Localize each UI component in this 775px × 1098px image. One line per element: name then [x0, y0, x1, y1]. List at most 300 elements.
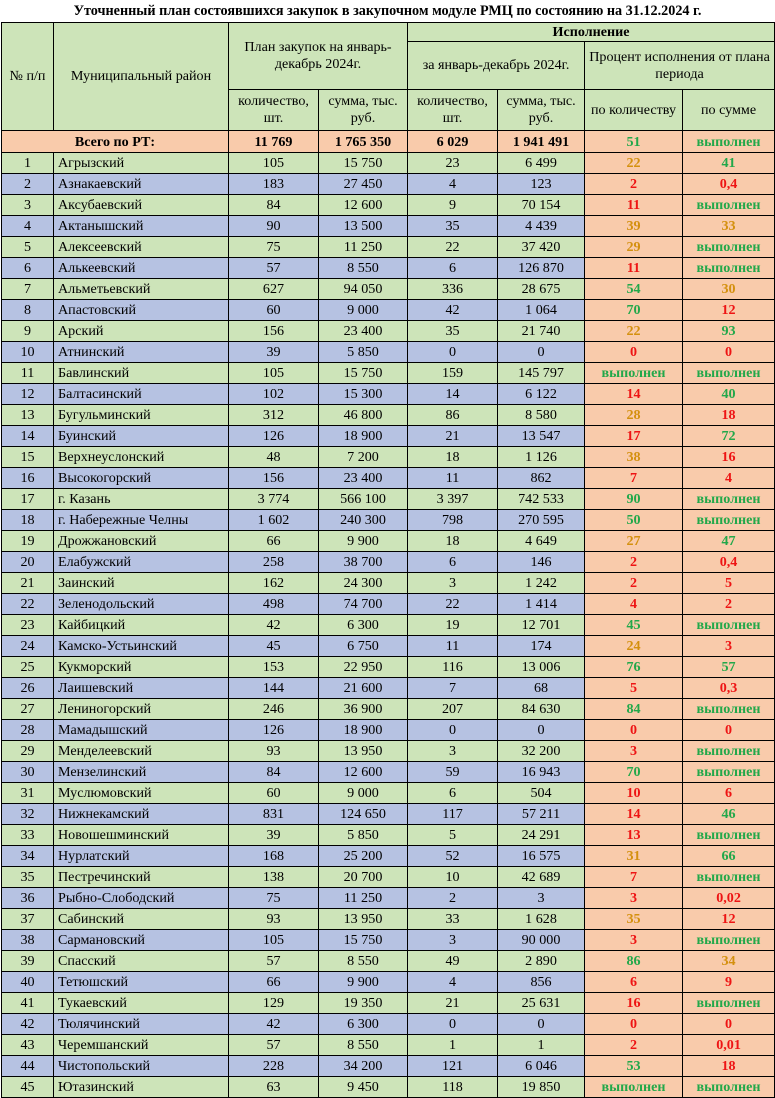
exec-qty: 11 — [408, 468, 498, 489]
district-name: Бавлинский — [54, 363, 229, 384]
pct-sum: выполнен — [683, 762, 775, 783]
pct-sum: выполнен — [683, 825, 775, 846]
plan-sum: 46 800 — [319, 405, 408, 426]
exec-qty: 42 — [408, 300, 498, 321]
district-name: Кайбицкий — [54, 615, 229, 636]
table-row — [2, 825, 775, 846]
exec-qty: 4 — [408, 174, 498, 195]
plan-qty: 156 — [229, 468, 319, 489]
plan-qty: 66 — [229, 972, 319, 993]
row-num: 20 — [2, 552, 54, 573]
district-name: Нижнекамский — [54, 804, 229, 825]
row-num: 6 — [2, 258, 54, 279]
exec-sum: 68 — [498, 678, 585, 699]
row-num: 4 — [2, 216, 54, 237]
district-name: Пестречинский — [54, 867, 229, 888]
district-name: Альметьевский — [54, 279, 229, 300]
exec-qty: 121 — [408, 1056, 498, 1077]
district-name: Мамадышский — [54, 720, 229, 741]
row-num: 11 — [2, 363, 54, 384]
pct-qty: 17 — [585, 426, 683, 447]
row-num: 45 — [2, 1077, 54, 1098]
pct-sum: 3 — [683, 636, 775, 657]
district-name: Мензелинский — [54, 762, 229, 783]
row-num: 39 — [2, 951, 54, 972]
pct-qty: 3 — [585, 741, 683, 762]
pct-qty: 2 — [585, 174, 683, 195]
district-name: Буинский — [54, 426, 229, 447]
exec-sum: 504 — [498, 783, 585, 804]
plan-sum: 94 050 — [319, 279, 408, 300]
pct-qty: 27 — [585, 531, 683, 552]
district-name: Высокогорский — [54, 468, 229, 489]
plan-sum: 21 600 — [319, 678, 408, 699]
total-exec-sum: 1 941 491 — [498, 131, 585, 153]
pct-sum: выполнен — [683, 867, 775, 888]
table-row — [2, 699, 775, 720]
pct-sum: 72 — [683, 426, 775, 447]
pct-qty: 29 — [585, 237, 683, 258]
exec-qty: 18 — [408, 531, 498, 552]
row-num: 5 — [2, 237, 54, 258]
plan-qty: 144 — [229, 678, 319, 699]
exec-sum: 0 — [498, 342, 585, 363]
table-row — [2, 510, 775, 531]
exec-qty: 7 — [408, 678, 498, 699]
district-name: Актанышский — [54, 216, 229, 237]
pct-sum: 34 — [683, 951, 775, 972]
plan-sum: 19 350 — [319, 993, 408, 1014]
pct-qty: 13 — [585, 825, 683, 846]
pct-sum: выполнен — [683, 741, 775, 762]
exec-qty: 3 — [408, 930, 498, 951]
pct-sum: 5 — [683, 573, 775, 594]
exec-qty: 35 — [408, 321, 498, 342]
plan-sum: 12 600 — [319, 762, 408, 783]
exec-sum: 16 943 — [498, 762, 585, 783]
plan-qty: 39 — [229, 825, 319, 846]
exec-qty: 52 — [408, 846, 498, 867]
district-name: Апастовский — [54, 300, 229, 321]
plan-qty: 312 — [229, 405, 319, 426]
pct-qty: выполнен — [585, 1077, 683, 1098]
plan-qty: 183 — [229, 174, 319, 195]
plan-sum: 15 750 — [319, 153, 408, 174]
table-row — [2, 888, 775, 909]
row-num: 35 — [2, 867, 54, 888]
table-row — [2, 657, 775, 678]
plan-sum: 7 200 — [319, 447, 408, 468]
pct-qty: 3 — [585, 930, 683, 951]
table-row — [2, 951, 775, 972]
plan-qty: 627 — [229, 279, 319, 300]
row-num: 10 — [2, 342, 54, 363]
district-name: Тукаевский — [54, 993, 229, 1014]
plan-sum: 6 300 — [319, 1014, 408, 1035]
district-name: Арский — [54, 321, 229, 342]
row-num: 8 — [2, 300, 54, 321]
exec-qty: 0 — [408, 342, 498, 363]
row-num: 38 — [2, 930, 54, 951]
header-plan-qty: количество, шт. — [229, 90, 319, 131]
plan-qty: 105 — [229, 930, 319, 951]
plan-qty: 42 — [229, 1014, 319, 1035]
pct-qty: 76 — [585, 657, 683, 678]
plan-qty: 84 — [229, 195, 319, 216]
row-num: 18 — [2, 510, 54, 531]
total-label: Всего по РТ: — [2, 131, 229, 153]
pct-sum: выполнен — [683, 237, 775, 258]
header-num: № п/п — [2, 23, 54, 131]
row-num: 12 — [2, 384, 54, 405]
district-name: Елабужский — [54, 552, 229, 573]
plan-qty: 129 — [229, 993, 319, 1014]
row-num: 16 — [2, 468, 54, 489]
pct-qty: 5 — [585, 678, 683, 699]
pct-sum: 0 — [683, 342, 775, 363]
header-plan: План закупок на январь-декабрь 2024г. — [229, 23, 408, 90]
exec-qty: 23 — [408, 153, 498, 174]
exec-sum: 4 649 — [498, 531, 585, 552]
row-num: 30 — [2, 762, 54, 783]
district-name: Верхнеуслонский — [54, 447, 229, 468]
plan-sum: 15 750 — [319, 363, 408, 384]
row-num: 13 — [2, 405, 54, 426]
exec-qty: 3 397 — [408, 489, 498, 510]
plan-sum: 9 900 — [319, 531, 408, 552]
plan-sum: 5 850 — [319, 825, 408, 846]
plan-sum: 23 400 — [319, 321, 408, 342]
pct-qty: 31 — [585, 846, 683, 867]
row-num: 32 — [2, 804, 54, 825]
row-num: 42 — [2, 1014, 54, 1035]
row-num: 3 — [2, 195, 54, 216]
pct-sum: 18 — [683, 405, 775, 426]
plan-sum: 9 900 — [319, 972, 408, 993]
plan-sum: 9 000 — [319, 783, 408, 804]
plan-sum: 15 750 — [319, 930, 408, 951]
exec-qty: 18 — [408, 447, 498, 468]
district-name: Сабинский — [54, 909, 229, 930]
plan-sum: 11 250 — [319, 237, 408, 258]
plan-qty: 105 — [229, 363, 319, 384]
pct-qty: 39 — [585, 216, 683, 237]
pct-sum: 12 — [683, 300, 775, 321]
plan-sum: 8 550 — [319, 951, 408, 972]
pct-qty: 11 — [585, 195, 683, 216]
pct-qty: 45 — [585, 615, 683, 636]
pct-sum: 66 — [683, 846, 775, 867]
exec-sum: 13 547 — [498, 426, 585, 447]
district-name: Камско-Устьинский — [54, 636, 229, 657]
pct-sum: 0,4 — [683, 552, 775, 573]
table-row — [2, 783, 775, 804]
exec-sum: 37 420 — [498, 237, 585, 258]
row-num: 9 — [2, 321, 54, 342]
row-num: 37 — [2, 909, 54, 930]
pct-sum: 0,01 — [683, 1035, 775, 1056]
table-row — [2, 678, 775, 699]
exec-sum: 25 631 — [498, 993, 585, 1014]
total-row — [2, 131, 775, 153]
plan-qty: 63 — [229, 1077, 319, 1098]
pct-qty: 2 — [585, 1035, 683, 1056]
pct-qty: 86 — [585, 951, 683, 972]
pct-sum: 93 — [683, 321, 775, 342]
pct-qty: 7 — [585, 468, 683, 489]
exec-sum: 6 046 — [498, 1056, 585, 1077]
exec-qty: 10 — [408, 867, 498, 888]
exec-sum: 13 006 — [498, 657, 585, 678]
exec-sum: 3 — [498, 888, 585, 909]
district-name: Дрожжановский — [54, 531, 229, 552]
district-name: Тетюшский — [54, 972, 229, 993]
pct-qty: 70 — [585, 762, 683, 783]
row-num: 21 — [2, 573, 54, 594]
pct-qty: выполнен — [585, 363, 683, 384]
row-num: 29 — [2, 741, 54, 762]
exec-sum: 24 291 — [498, 825, 585, 846]
district-name: Рыбно-Слободский — [54, 888, 229, 909]
pct-sum: 57 — [683, 657, 775, 678]
pct-sum: 16 — [683, 447, 775, 468]
pct-qty: 3 — [585, 888, 683, 909]
table-row — [2, 1056, 775, 1077]
table-row — [2, 846, 775, 867]
pct-qty: 38 — [585, 447, 683, 468]
plan-qty: 39 — [229, 342, 319, 363]
district-name: Новошешминский — [54, 825, 229, 846]
pct-qty: 50 — [585, 510, 683, 531]
exec-qty: 19 — [408, 615, 498, 636]
exec-qty: 21 — [408, 426, 498, 447]
pct-sum: выполнен — [683, 930, 775, 951]
header-district: Муниципальный район — [54, 23, 229, 131]
pct-sum: 33 — [683, 216, 775, 237]
plan-sum: 18 900 — [319, 720, 408, 741]
table-row — [2, 720, 775, 741]
district-name: Сармановский — [54, 930, 229, 951]
exec-qty: 11 — [408, 636, 498, 657]
row-num: 22 — [2, 594, 54, 615]
table-row — [2, 930, 775, 951]
table-row — [2, 447, 775, 468]
table-row — [2, 741, 775, 762]
row-num: 23 — [2, 615, 54, 636]
pct-sum: 47 — [683, 531, 775, 552]
exec-sum: 862 — [498, 468, 585, 489]
exec-qty: 118 — [408, 1077, 498, 1098]
exec-sum: 32 200 — [498, 741, 585, 762]
pct-sum: 41 — [683, 153, 775, 174]
pct-sum: выполнен — [683, 363, 775, 384]
total-exec-qty: 6 029 — [408, 131, 498, 153]
exec-qty: 159 — [408, 363, 498, 384]
pct-sum: 0 — [683, 1014, 775, 1035]
district-name: г. Набережные Челны — [54, 510, 229, 531]
header-pct-sum: по сумме — [683, 90, 775, 131]
district-name: Бугульминский — [54, 405, 229, 426]
table-row — [2, 489, 775, 510]
district-name: Балтасинский — [54, 384, 229, 405]
exec-qty: 0 — [408, 720, 498, 741]
exec-sum: 21 740 — [498, 321, 585, 342]
pct-qty: 53 — [585, 1056, 683, 1077]
plan-qty: 258 — [229, 552, 319, 573]
pct-qty: 11 — [585, 258, 683, 279]
plan-qty: 102 — [229, 384, 319, 405]
district-name: Заинский — [54, 573, 229, 594]
table-row — [2, 363, 775, 384]
row-num: 40 — [2, 972, 54, 993]
exec-sum: 0 — [498, 720, 585, 741]
plan-sum: 27 450 — [319, 174, 408, 195]
row-num: 2 — [2, 174, 54, 195]
plan-qty: 57 — [229, 951, 319, 972]
district-name: Агрызский — [54, 153, 229, 174]
exec-qty: 336 — [408, 279, 498, 300]
exec-sum: 1 064 — [498, 300, 585, 321]
row-num: 31 — [2, 783, 54, 804]
exec-sum: 16 575 — [498, 846, 585, 867]
pct-sum: 4 — [683, 468, 775, 489]
pct-sum: 0 — [683, 720, 775, 741]
plan-sum: 9 000 — [319, 300, 408, 321]
table-row — [2, 972, 775, 993]
pct-qty: 90 — [585, 489, 683, 510]
total-pct-qty: 51 — [585, 131, 683, 153]
table-row — [2, 279, 775, 300]
header-plan-sum: сумма, тыс. руб. — [319, 90, 408, 131]
pct-sum: 46 — [683, 804, 775, 825]
table-row — [2, 615, 775, 636]
plan-sum: 34 200 — [319, 1056, 408, 1077]
row-num: 14 — [2, 426, 54, 447]
district-name: г. Казань — [54, 489, 229, 510]
row-num: 17 — [2, 489, 54, 510]
table-row — [2, 321, 775, 342]
plan-qty: 57 — [229, 1035, 319, 1056]
exec-qty: 3 — [408, 741, 498, 762]
plan-sum: 13 950 — [319, 741, 408, 762]
exec-sum: 1 414 — [498, 594, 585, 615]
exec-sum: 90 000 — [498, 930, 585, 951]
pct-qty: 14 — [585, 804, 683, 825]
header-period: за январь-декабрь 2024г. — [408, 42, 585, 90]
exec-sum: 174 — [498, 636, 585, 657]
table-row — [2, 573, 775, 594]
plan-sum: 25 200 — [319, 846, 408, 867]
exec-sum: 4 439 — [498, 216, 585, 237]
exec-sum: 2 890 — [498, 951, 585, 972]
row-num: 43 — [2, 1035, 54, 1056]
table-row — [2, 993, 775, 1014]
plan-qty: 246 — [229, 699, 319, 720]
exec-sum: 8 580 — [498, 405, 585, 426]
table-row — [2, 1077, 775, 1098]
pct-sum: 12 — [683, 909, 775, 930]
district-name: Аксубаевский — [54, 195, 229, 216]
plan-qty: 831 — [229, 804, 319, 825]
pct-qty: 22 — [585, 321, 683, 342]
table-row — [2, 594, 775, 615]
pct-sum: 40 — [683, 384, 775, 405]
plan-sum: 23 400 — [319, 468, 408, 489]
row-num: 25 — [2, 657, 54, 678]
table-row — [2, 531, 775, 552]
district-name: Алькеевский — [54, 258, 229, 279]
exec-sum: 0 — [498, 1014, 585, 1035]
row-num: 27 — [2, 699, 54, 720]
table-row — [2, 426, 775, 447]
plan-qty: 90 — [229, 216, 319, 237]
district-name: Зеленодольский — [54, 594, 229, 615]
district-name: Муслюмовский — [54, 783, 229, 804]
exec-sum: 1 — [498, 1035, 585, 1056]
row-num: 34 — [2, 846, 54, 867]
table-row — [2, 1035, 775, 1056]
exec-qty: 14 — [408, 384, 498, 405]
plan-qty: 42 — [229, 615, 319, 636]
exec-sum: 19 850 — [498, 1077, 585, 1098]
exec-sum: 12 701 — [498, 615, 585, 636]
row-num: 33 — [2, 825, 54, 846]
table-row — [2, 804, 775, 825]
plan-sum: 9 450 — [319, 1077, 408, 1098]
plan-sum: 5 850 — [319, 342, 408, 363]
total-plan-sum: 1 765 350 — [319, 131, 408, 153]
district-name: Нурлатский — [54, 846, 229, 867]
pct-sum: 2 — [683, 594, 775, 615]
pct-sum: 0,3 — [683, 678, 775, 699]
total-plan-qty: 11 769 — [229, 131, 319, 153]
plan-qty: 93 — [229, 741, 319, 762]
district-name: Лаишевский — [54, 678, 229, 699]
pct-qty: 28 — [585, 405, 683, 426]
exec-qty: 59 — [408, 762, 498, 783]
district-name: Спасский — [54, 951, 229, 972]
row-num: 28 — [2, 720, 54, 741]
exec-sum: 1 126 — [498, 447, 585, 468]
pct-qty: 10 — [585, 783, 683, 804]
pct-sum: выполнен — [683, 258, 775, 279]
plan-qty: 153 — [229, 657, 319, 678]
header-execution: Исполнение — [408, 23, 775, 42]
pct-sum: 6 — [683, 783, 775, 804]
plan-sum: 74 700 — [319, 594, 408, 615]
exec-qty: 9 — [408, 195, 498, 216]
row-num: 7 — [2, 279, 54, 300]
pct-qty: 6 — [585, 972, 683, 993]
plan-sum: 11 250 — [319, 888, 408, 909]
plan-qty: 162 — [229, 573, 319, 594]
district-name: Черемшанский — [54, 1035, 229, 1056]
exec-qty: 6 — [408, 783, 498, 804]
exec-qty: 6 — [408, 258, 498, 279]
plan-sum: 15 300 — [319, 384, 408, 405]
pct-sum: 0,4 — [683, 174, 775, 195]
pct-sum: 0,02 — [683, 888, 775, 909]
exec-sum: 270 595 — [498, 510, 585, 531]
row-num: 19 — [2, 531, 54, 552]
total-pct-sum: выполнен — [683, 131, 775, 153]
plan-sum: 12 600 — [319, 195, 408, 216]
plan-sum: 24 300 — [319, 573, 408, 594]
exec-sum: 146 — [498, 552, 585, 573]
pct-sum: выполнен — [683, 993, 775, 1014]
district-name: Тюлячинский — [54, 1014, 229, 1035]
table-row — [2, 153, 775, 174]
